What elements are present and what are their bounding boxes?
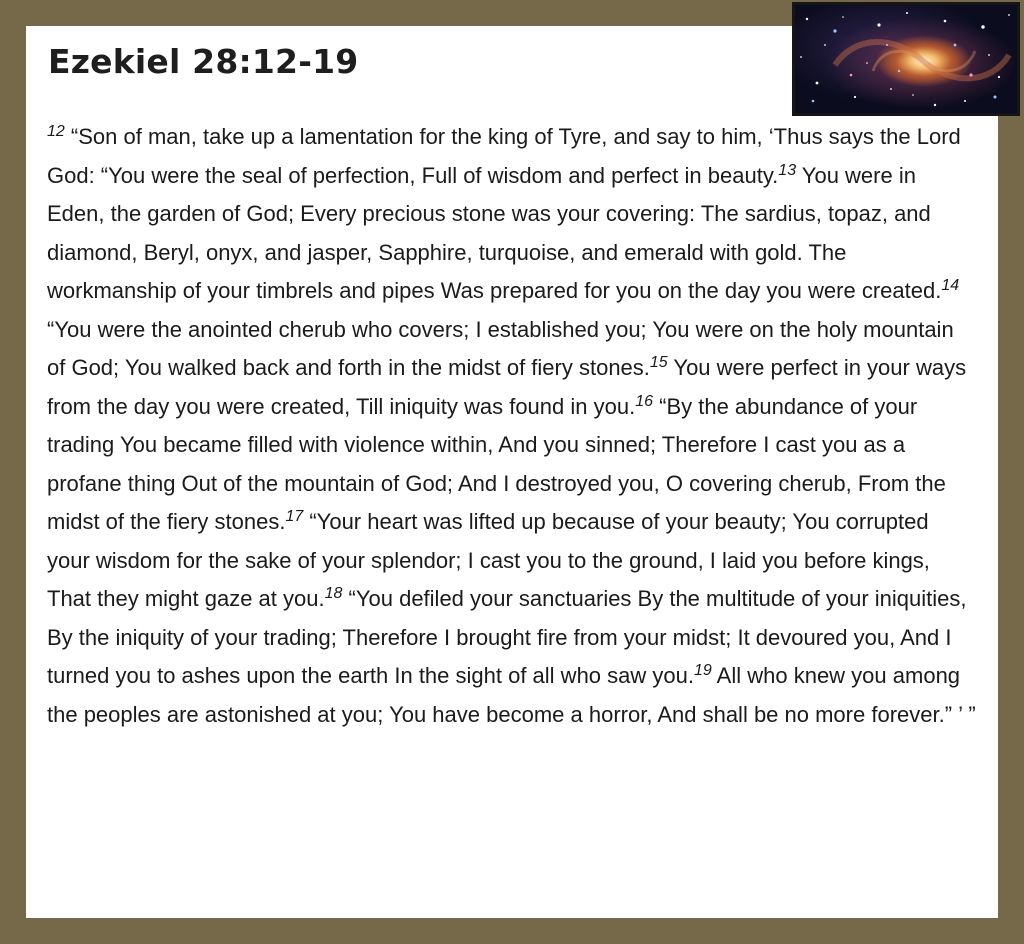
verse-text: “Your heart was lifted up because of your beauty; You corrupted your wisdom for the sake of your splendor; I cast you to the ground, I laid you before kings, That they might gaze at you.: [47, 509, 930, 611]
page-title: Ezekiel 28:12-19: [48, 42, 359, 81]
verse-number: 17: [285, 508, 304, 525]
verse-number: 19: [693, 662, 712, 679]
scripture-passage: [47, 118, 977, 734]
verse-number: 18: [324, 585, 343, 602]
verse-number: 13: [778, 161, 797, 179]
verse-text: “Son of man, take up a lamentation for the king of Tyre, and say to him, ‘Thus says the Lord God: “You were the seal of perfection, Full of wisdom and perfect in beauty.: [47, 124, 961, 188]
verse-text: You were in Eden, the garden of God; Every precious stone was your covering: The sardius, topaz, and diamond, Beryl, onyx, and jasper, Sapphire, turquoise, and emerald with gold. The workmanship of your timbrels and pipes Was prepared for you on the day you were created.: [47, 162, 942, 303]
verse-text: All who knew you among the peoples are astonished at you; You have become a horror, And shall be no more forever.” ’ ”: [47, 663, 976, 727]
scripture-card: [26, 26, 998, 918]
verse-number: 15: [649, 354, 668, 371]
galaxy-stars-icon: [795, 5, 1017, 113]
verse-number: 16: [635, 392, 653, 410]
verse-text: You were perfect in your ways from the day you were created, Till iniquity was found in you.: [47, 355, 967, 419]
verse-number: 12: [47, 123, 65, 140]
verse-text: “You defiled your sanctuaries By the multitude of your iniquities, By the iniquity of your trading; Therefore I brought fire from your midst; It devoured you, And I turned you to ashes upon the earth In the sight of all who saw you.: [47, 586, 967, 688]
verse-number: 14: [941, 277, 960, 294]
verse-text: “You were the anointed cherub who covers; I established you; You were on the holy mountain of God; You walked back and forth in the midst of fiery stones.: [47, 316, 954, 380]
galaxy-image: [792, 2, 1020, 116]
verse-text: “By the abundance of your trading You became filled with violence within, And you sinned; Therefore I cast you as a profane thing Out of the mountain of God; And I destroyed you, O covering cherub, From the midst of the fiery stones.: [47, 393, 946, 534]
